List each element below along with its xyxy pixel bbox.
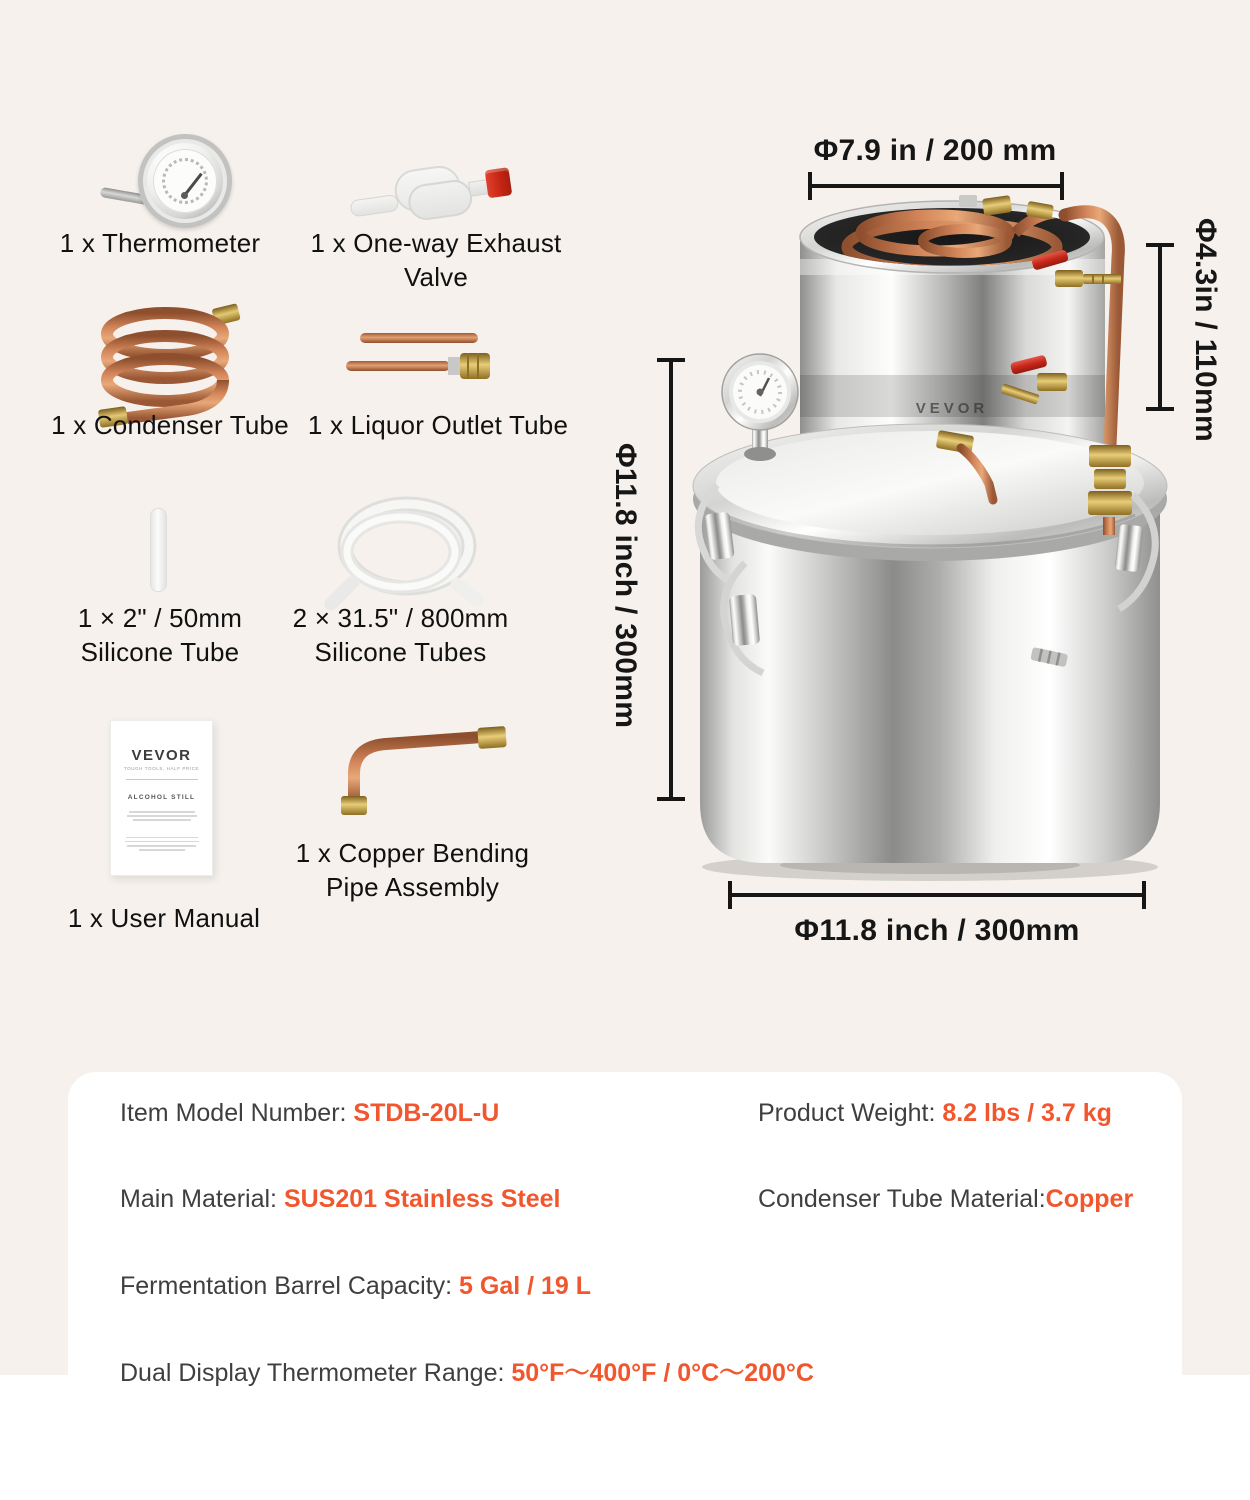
label-silicone-tubes-long: [258, 601, 543, 669]
label-line: Silicone Tube: [80, 637, 240, 667]
label-line: 1 x Copper Bending: [295, 838, 530, 868]
manual-text-line: [126, 837, 198, 839]
still-brand-mark: VEVOR: [915, 400, 989, 417]
manual-divider: [126, 779, 198, 780]
spec-label: Dual Display Thermometer Range:: [120, 1359, 512, 1387]
dimension-left-line: [669, 358, 673, 801]
manual-text-line: [127, 845, 196, 847]
copper-bending-pipe-image: [320, 726, 525, 826]
label-copper-bending-pipe: [280, 836, 545, 904]
manual-brand-logo: VEVOR: [131, 747, 192, 764]
spec-value: SUS201 Stainless Steel: [283, 1185, 561, 1213]
label-silicone-tube-small: [30, 601, 290, 669]
label-condenser-tube: 1 x Condenser Tube: [51, 410, 289, 440]
label-liquor-outlet-tube: 1 x Liquor Outlet Tube: [307, 410, 569, 440]
fermentation-barrel: [700, 513, 1160, 863]
spec-value: 8.2 lbs / 3.7 kg: [942, 1099, 1112, 1127]
spec-card: [68, 1072, 1182, 1500]
spec-value: 50°F～400°F / 0°C～200°C: [511, 1359, 814, 1387]
spec-label: Product Weight:: [758, 1099, 943, 1127]
alcohol-still-image: [665, 195, 1185, 895]
spec-model: [120, 1097, 499, 1129]
liquor-outlet-tube-image: [330, 325, 515, 395]
dimension-bottom-line: [728, 893, 1146, 897]
manual-text-line: [133, 819, 191, 821]
exhaust-valve-red-cap: [485, 167, 513, 198]
manual-tagline: TOUGH TOOLS, HALF PRICE: [123, 766, 200, 771]
spec-capacity: [120, 1270, 591, 1302]
spec-value: Copper: [1045, 1185, 1134, 1213]
label-thermometer: 1 x Thermometer: [59, 228, 261, 258]
spec-value: 5 Gal / 19 L: [459, 1272, 592, 1300]
label-user-manual: 1 x User Manual: [67, 903, 261, 933]
manual-text-line: [129, 811, 195, 813]
dimension-right-label: Φ4.3in / 110mm: [1189, 218, 1222, 442]
spec-label: Item Model Number:: [120, 1099, 354, 1127]
label-exhaust-valve: 1 x One-way Exhaust Valve: [310, 228, 562, 292]
silicone-tube-small-image: [150, 508, 167, 592]
dimension-left-label: Φ11.8 inch / 300mm: [609, 442, 642, 729]
label-line: 2 × 31.5" / 800mm: [292, 603, 509, 633]
spec-material: [120, 1183, 561, 1215]
spec-value: STDB-20L-U: [353, 1099, 500, 1127]
dimension-top-label: Φ7.9 in / 200 mm: [813, 134, 1057, 167]
spec-thermometer-range: [120, 1357, 814, 1389]
spec-label: Condenser Tube Material:: [758, 1185, 1046, 1213]
label-line: Silicone Tubes: [314, 637, 487, 667]
dimension-right-line: [1158, 243, 1162, 411]
manual-text-line: [127, 815, 197, 817]
manual-title: ALCOHOL STILL: [127, 794, 196, 801]
label-line: 1 × 2" / 50mm: [77, 603, 243, 633]
manual-text-line: [125, 841, 199, 843]
exhaust-valve-stem: [349, 194, 399, 218]
thermometer-hub: [181, 192, 188, 199]
dimension-top-line: [808, 184, 1064, 188]
user-manual-image: [110, 720, 213, 876]
spec-condenser-material: [758, 1183, 1133, 1215]
spec-weight: [758, 1097, 1112, 1129]
dimension-bottom-label: Φ11.8 inch / 300mm: [794, 914, 1080, 947]
manual-text-line: [139, 849, 185, 851]
spec-label: Main Material:: [120, 1185, 284, 1213]
spec-label: Fermentation Barrel Capacity:: [120, 1272, 460, 1300]
label-line: Pipe Assembly: [325, 872, 500, 902]
